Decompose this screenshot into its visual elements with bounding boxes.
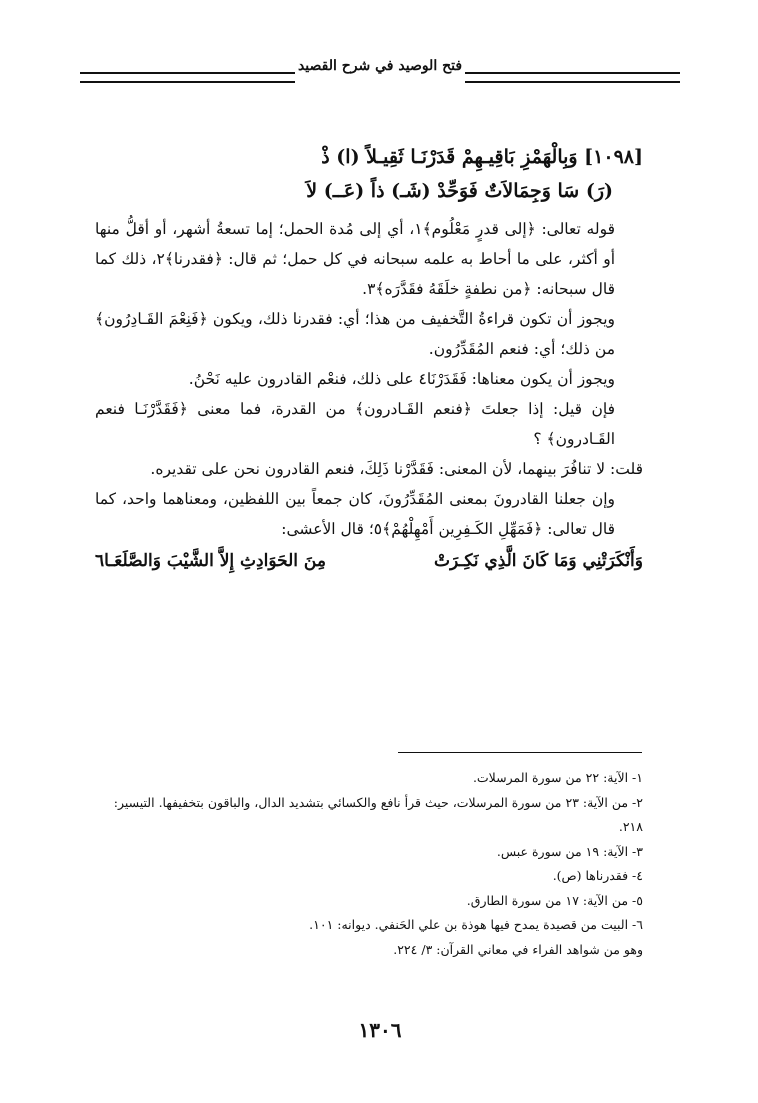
paragraph-3: ويجوز أن يكون معناها: فَقَدَرْنَا٤ على ذلك، فنعْم القادرون عليه نَحْنُ. — [188, 370, 615, 388]
paragraph-5: قلت: لا تنافُرَ بينهما، لأن المعنى: فَقَدَّرْنا ذَلِكَ، فنعم القادرون نحن على تقديره. — [150, 460, 643, 478]
running-header — [80, 52, 680, 86]
footnote-2: ٢- من الآية: ٢٣ من سورة المرسلات، حيث قرأ نافع والكسائي بتشديد الدال، والباقون بتخفيفها. التيسير: ٢١٨. — [113, 794, 643, 834]
footnote-divider — [398, 752, 642, 753]
verse-line-1: [١٠٩٨] وَبِالْهَمْزِ بَاقِيـهِمْ قَدَرْنَـا ثَقِيـلاً (ا) ذْ — [321, 146, 643, 168]
footnote-1: ١- الآية: ٢٢ من سورة المرسلات. — [472, 770, 643, 785]
poetry-second-hemistich: مِنَ الحَوَادِثِ إِلاَّ الشَّيْبَ وَالصَّلَعَـا٦ — [95, 551, 326, 571]
verse-line-2: (رَ) سَا وَجِمَالاَتٌ فَوَحِّدْ (شَـ) ذاً (عَــ) لاَ — [306, 180, 613, 202]
poetry-verse — [95, 546, 643, 576]
footnote-3: ٣- الآية: ١٩ من سورة عبس. — [496, 843, 643, 859]
footnotes — [95, 766, 643, 962]
poetry-first-hemistich: وَأَنْكَرَتْنِي وَمَا كَانَ الَّذِي نَكِـرَتْ — [433, 551, 643, 571]
page-number: ١٣٠٦ — [358, 1018, 402, 1042]
main-content — [95, 140, 643, 576]
header-title: فتح الوصيد في شرح القصيد — [297, 58, 463, 74]
header-rule-right — [465, 72, 680, 83]
paragraph-2: ويجوز أن تكون قراءةُ التَّخفيف من هذا؛ أي: فقدرنا ذلك، ويكون ﴿فَنِعْمَ القَـادِرُون﴾ من ذلك؛ أي: فنعم المُقَدِّرُون. — [95, 310, 615, 358]
footnote-4: ٤- فقدرناها (ص). — [552, 868, 643, 883]
footnote-6-continued: وهو من شواهد الفراء في معاني القرآن: ٣/ ٢٢٤. — [393, 941, 643, 957]
footnote-5: ٥- من الآية: ١٧ من سورة الطارق. — [466, 892, 643, 908]
paragraph-1: قوله تعالى: ﴿إلى قدرٍ مَعْلُوم﴾١، أي إلى مُدة الحمل؛ إما تسعةُ أشهر، أو أقلُّ منها أو أكثر، على ما أحاط به علمه سبحانه في كل حمل؛ ثم قال: ﴿فقدرنا﴾٢، ذلك كما قال سبحانه: ﴿من نطفةٍ خلَقَهُ فقَدَّرَه﴾٣. — [95, 220, 616, 298]
footnote-6: ٦- البيت من قصيدة يمدح فيها هوذة بن علي الحَنفي. ديوانه: ١٠١. — [309, 917, 643, 932]
paragraph-6: وإن جعلنا القادرونَ بمعنى المُقَدِّرُونَ، كان جمعاً بين اللفظين، ومعناهما واحد، كما قال تعالى: ﴿فَمَهِّلِ الكَـفِرِين أَمْهِلْهُمْ﴾٥؛ قال الأعشى: — [95, 490, 615, 538]
paragraph-4: فإن قيل: إذا جعلتَ ﴿فنعم القَـادرون﴾ من القدرة، فما معنى ﴿فَقَدَّرْنَـا فنعم القَـادرون﴾ ؟ — [95, 400, 615, 448]
